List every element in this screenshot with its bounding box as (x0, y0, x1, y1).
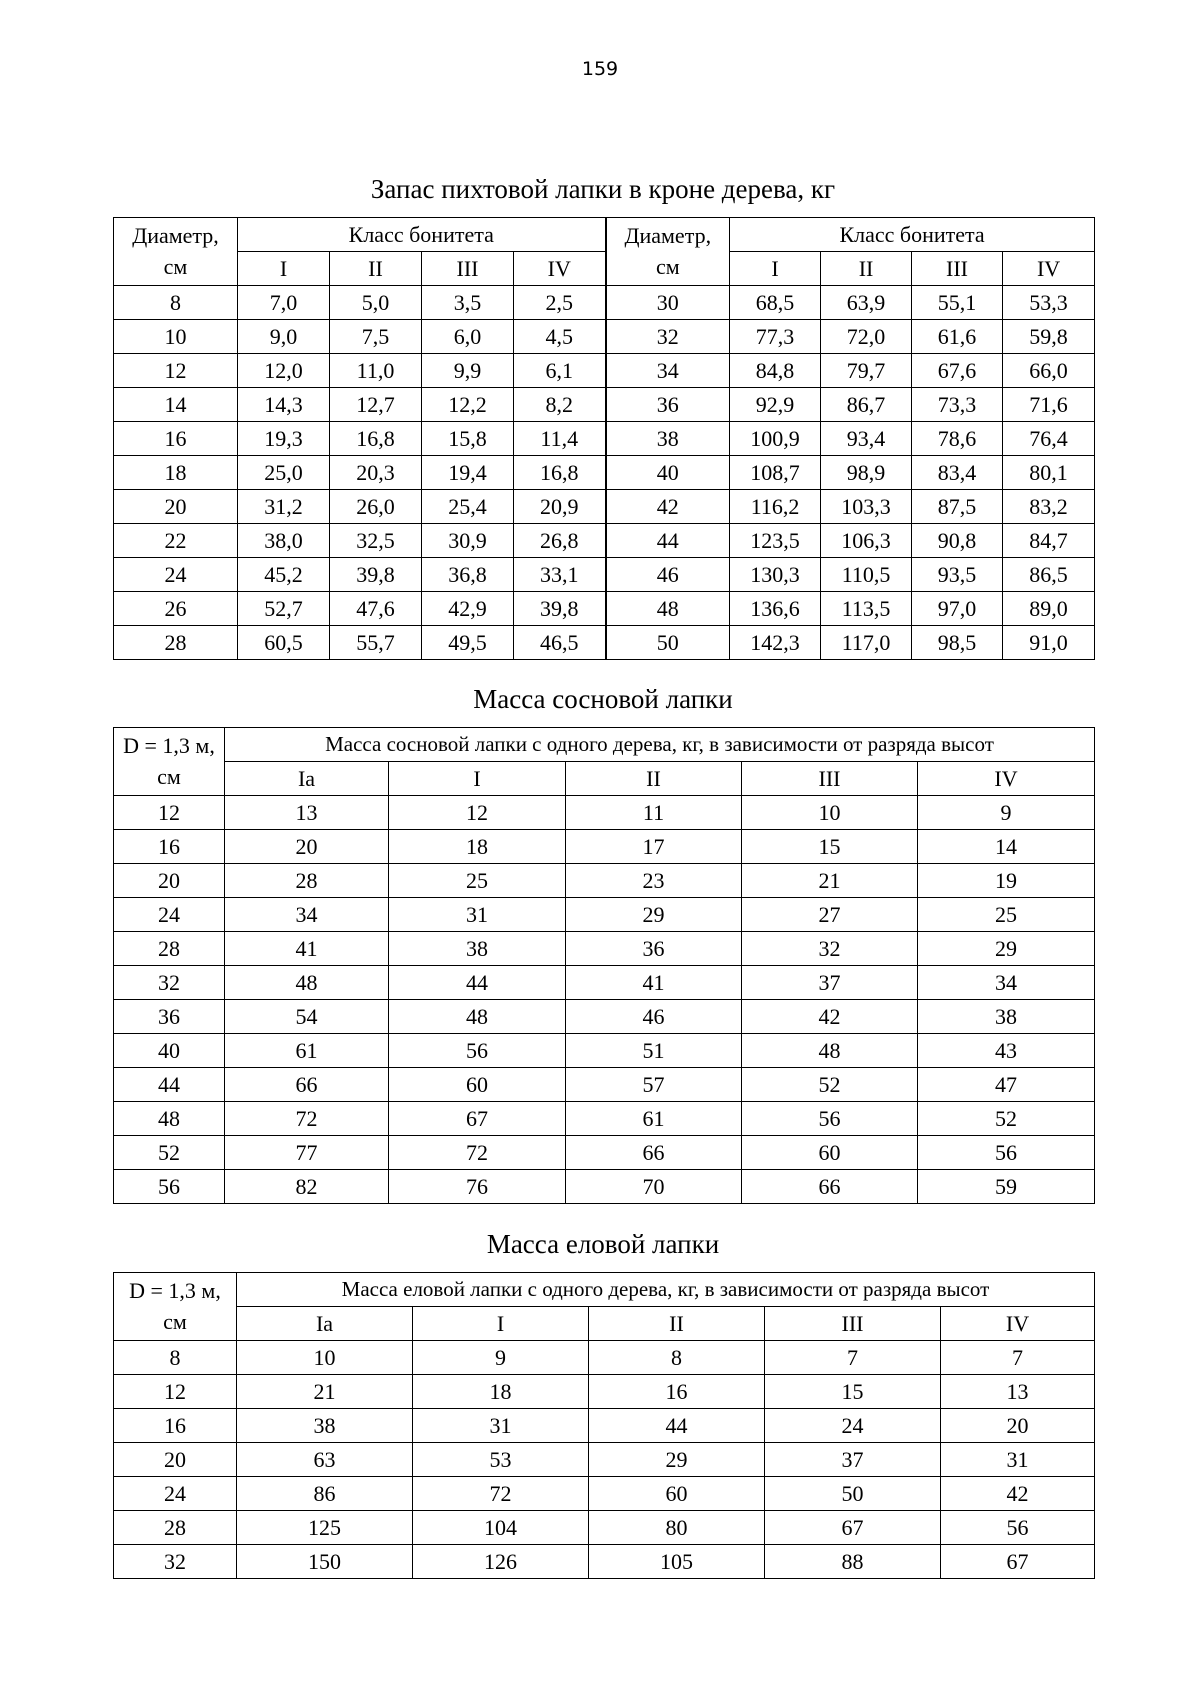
value-cell: 7 (765, 1341, 941, 1375)
diameter-cell: 16 (114, 1409, 237, 1443)
value-cell: 9,9 (422, 354, 514, 388)
value-cell: 53 (413, 1443, 589, 1477)
value-cell: 60 (742, 1136, 918, 1170)
value-cell: 125 (237, 1511, 413, 1545)
value-cell: 18 (413, 1375, 589, 1409)
spruce-class-col: I (413, 1307, 589, 1341)
value-cell: 91,0 (1003, 626, 1095, 660)
value-cell: 26,8 (514, 524, 606, 558)
value-cell: 67 (941, 1545, 1095, 1579)
fir-class-col: III (422, 252, 514, 286)
value-cell: 8,2 (514, 388, 606, 422)
diameter-cell: 36 (114, 1000, 225, 1034)
value-cell: 12,0 (238, 354, 330, 388)
table-row (114, 320, 1095, 354)
table-row (114, 592, 1095, 626)
diameter-cell: 32 (114, 966, 225, 1000)
value-cell: 79,7 (821, 354, 912, 388)
value-cell: 98,5 (912, 626, 1003, 660)
diameter-cell: 48 (114, 1102, 225, 1136)
value-cell: 25,0 (238, 456, 330, 490)
fir-diameter-header (114, 218, 238, 286)
value-cell: 9 (413, 1341, 589, 1375)
diameter-cell: 36 (606, 388, 730, 422)
diameter-cell: 44 (606, 524, 730, 558)
value-cell: 27 (742, 898, 918, 932)
value-cell: 38 (918, 1000, 1095, 1034)
fir-class-col-2: II (821, 252, 912, 286)
value-cell: 9 (918, 796, 1095, 830)
value-cell: 30,9 (422, 524, 514, 558)
value-cell: 67 (389, 1102, 566, 1136)
value-cell: 150 (237, 1545, 413, 1579)
diameter-cell: 22 (114, 524, 238, 558)
pine-class-col: III (742, 762, 918, 796)
value-cell: 28 (225, 864, 389, 898)
value-cell: 44 (589, 1409, 765, 1443)
value-cell: 21 (237, 1375, 413, 1409)
diameter-cell: 42 (606, 490, 730, 524)
value-cell: 5,0 (330, 286, 422, 320)
table-row (114, 864, 1095, 898)
value-cell: 66 (566, 1136, 742, 1170)
value-cell: 16,8 (330, 422, 422, 456)
value-cell: 4,5 (514, 320, 606, 354)
table-row (114, 1000, 1095, 1034)
diameter-cell: 16 (114, 422, 238, 456)
value-cell: 70 (566, 1170, 742, 1204)
value-cell: 15,8 (422, 422, 514, 456)
value-cell: 54 (225, 1000, 389, 1034)
value-cell: 47 (918, 1068, 1095, 1102)
value-cell: 32 (742, 932, 918, 966)
spruce-class-col: IV (941, 1307, 1095, 1341)
fir-class-col: IV (514, 252, 606, 286)
value-cell: 60 (589, 1477, 765, 1511)
value-cell: 86,7 (821, 388, 912, 422)
value-cell: 20,3 (330, 456, 422, 490)
value-cell: 26,0 (330, 490, 422, 524)
value-cell: 84,8 (730, 354, 821, 388)
spruce-table (113, 1272, 1095, 1579)
value-cell: 68,5 (730, 286, 821, 320)
value-cell: 16,8 (514, 456, 606, 490)
table-row (114, 422, 1095, 456)
value-cell: 45,2 (238, 558, 330, 592)
value-cell: 76 (389, 1170, 566, 1204)
value-cell: 76,4 (1003, 422, 1095, 456)
value-cell: 110,5 (821, 558, 912, 592)
fir-table-title: Запас пихтовой лапки в кроне дерева, кг (370, 174, 836, 204)
value-cell: 52,7 (238, 592, 330, 626)
fir-class-col-2: I (730, 252, 821, 286)
value-cell: 52 (918, 1102, 1095, 1136)
value-cell: 10 (742, 796, 918, 830)
value-cell: 51 (566, 1034, 742, 1068)
table-row (114, 830, 1095, 864)
value-cell: 56 (918, 1136, 1095, 1170)
value-cell: 38 (237, 1409, 413, 1443)
pine-diameter-unit: см (157, 764, 181, 789)
value-cell: 92,9 (730, 388, 821, 422)
diameter-cell: 14 (114, 388, 238, 422)
diameter-cell: 48 (606, 592, 730, 626)
fir-diameter-label: Диаметр, (132, 223, 219, 248)
value-cell: 63,9 (821, 286, 912, 320)
diameter-cell: 44 (114, 1068, 225, 1102)
diameter-cell: 24 (114, 558, 238, 592)
value-cell: 66 (742, 1170, 918, 1204)
value-cell: 12,7 (330, 388, 422, 422)
value-cell: 36 (566, 932, 742, 966)
diameter-cell: 24 (114, 1477, 237, 1511)
diameter-cell: 12 (114, 796, 225, 830)
table-row (114, 388, 1095, 422)
value-cell: 56 (742, 1102, 918, 1136)
value-cell: 7 (941, 1341, 1095, 1375)
value-cell: 29 (589, 1443, 765, 1477)
pine-diameter-label: D = 1,3 м, (123, 733, 215, 758)
value-cell: 59 (918, 1170, 1095, 1204)
value-cell: 16 (589, 1375, 765, 1409)
value-cell: 20 (941, 1409, 1095, 1443)
value-cell: 123,5 (730, 524, 821, 558)
value-cell: 25 (918, 898, 1095, 932)
value-cell: 48 (742, 1034, 918, 1068)
value-cell: 86,5 (1003, 558, 1095, 592)
value-cell: 11 (566, 796, 742, 830)
value-cell: 31 (389, 898, 566, 932)
table-row (114, 1341, 1095, 1375)
value-cell: 106,3 (821, 524, 912, 558)
value-cell: 13 (225, 796, 389, 830)
spruce-class-col: Ia (237, 1307, 413, 1341)
value-cell: 113,5 (821, 592, 912, 626)
value-cell: 50 (765, 1477, 941, 1511)
value-cell: 3,5 (422, 286, 514, 320)
diameter-cell: 20 (114, 490, 238, 524)
value-cell: 38,0 (238, 524, 330, 558)
value-cell: 15 (742, 830, 918, 864)
value-cell: 90,8 (912, 524, 1003, 558)
value-cell: 104 (413, 1511, 589, 1545)
diameter-cell: 8 (114, 1341, 237, 1375)
table-row (114, 286, 1095, 320)
diameter-cell: 12 (114, 1375, 237, 1409)
value-cell: 55,1 (912, 286, 1003, 320)
spruce-table-title: Масса еловой лапки (486, 1229, 720, 1259)
diameter-cell: 38 (606, 422, 730, 456)
value-cell: 71,6 (1003, 388, 1095, 422)
diameter-cell: 10 (114, 320, 238, 354)
value-cell: 88 (765, 1545, 941, 1579)
value-cell: 13 (941, 1375, 1095, 1409)
spruce-diameter-label: D = 1,3 м, (129, 1278, 221, 1303)
spruce-class-col: III (765, 1307, 941, 1341)
value-cell: 19,3 (238, 422, 330, 456)
value-cell: 23 (566, 864, 742, 898)
value-cell: 12,2 (422, 388, 514, 422)
value-cell: 136,6 (730, 592, 821, 626)
value-cell: 60,5 (238, 626, 330, 660)
value-cell: 46 (566, 1000, 742, 1034)
value-cell: 61 (225, 1034, 389, 1068)
value-cell: 77 (225, 1136, 389, 1170)
fir-class-col: I (238, 252, 330, 286)
value-cell: 55,7 (330, 626, 422, 660)
value-cell: 142,3 (730, 626, 821, 660)
pine-diameter-header (114, 728, 225, 796)
value-cell: 31,2 (238, 490, 330, 524)
value-cell: 31 (941, 1443, 1095, 1477)
value-cell: 73,3 (912, 388, 1003, 422)
value-cell: 17 (566, 830, 742, 864)
fir-diameter-unit: см (163, 254, 188, 279)
pine-class-col: IV (918, 762, 1095, 796)
pine-class-col: I (389, 762, 566, 796)
table-row (114, 1375, 1095, 1409)
fir-class-col-2: IV (1003, 252, 1095, 286)
table-row (114, 932, 1095, 966)
value-cell: 66,0 (1003, 354, 1095, 388)
diameter-cell: 20 (114, 1443, 237, 1477)
value-cell: 100,9 (730, 422, 821, 456)
value-cell: 53,3 (1003, 286, 1095, 320)
value-cell: 42,9 (422, 592, 514, 626)
diameter-cell: 34 (606, 354, 730, 388)
value-cell: 83,2 (1003, 490, 1095, 524)
value-cell: 72 (413, 1477, 589, 1511)
diameter-cell: 28 (114, 932, 225, 966)
diameter-cell: 40 (606, 456, 730, 490)
diameter-cell: 56 (114, 1170, 225, 1204)
value-cell: 39,8 (514, 592, 606, 626)
page-number: 159 (581, 58, 619, 80)
table-row (114, 1409, 1095, 1443)
value-cell: 29 (566, 898, 742, 932)
value-cell: 46,5 (514, 626, 606, 660)
value-cell: 32,5 (330, 524, 422, 558)
value-cell: 56 (941, 1511, 1095, 1545)
table-row (114, 354, 1095, 388)
value-cell: 61 (566, 1102, 742, 1136)
value-cell: 57 (566, 1068, 742, 1102)
pine-table (113, 727, 1095, 1204)
value-cell: 7,5 (330, 320, 422, 354)
diameter-cell: 12 (114, 354, 238, 388)
diameter-cell: 32 (114, 1545, 237, 1579)
value-cell: 10 (237, 1341, 413, 1375)
spruce-group-header: Масса еловой лапки с одного дерева, кг, в зависимости от разряда высот (237, 1273, 1095, 1307)
value-cell: 80,1 (1003, 456, 1095, 490)
table-row (114, 1102, 1095, 1136)
diameter-cell: 32 (606, 320, 730, 354)
value-cell: 14 (918, 830, 1095, 864)
fir-class-header: Класс бонитета (238, 218, 606, 252)
value-cell: 11,4 (514, 422, 606, 456)
value-cell: 67,6 (912, 354, 1003, 388)
diameter-cell: 24 (114, 898, 225, 932)
value-cell: 8 (589, 1341, 765, 1375)
value-cell: 14,3 (238, 388, 330, 422)
table-row (114, 558, 1095, 592)
value-cell: 42 (742, 1000, 918, 1034)
value-cell: 15 (765, 1375, 941, 1409)
value-cell: 41 (225, 932, 389, 966)
value-cell: 67 (765, 1511, 941, 1545)
value-cell: 61,6 (912, 320, 1003, 354)
pine-class-col: II (566, 762, 742, 796)
value-cell: 130,3 (730, 558, 821, 592)
value-cell: 103,3 (821, 490, 912, 524)
value-cell: 59,8 (1003, 320, 1095, 354)
spruce-diameter-header (114, 1273, 237, 1341)
value-cell: 77,3 (730, 320, 821, 354)
diameter-cell: 20 (114, 864, 225, 898)
value-cell: 66 (225, 1068, 389, 1102)
value-cell: 9,0 (238, 320, 330, 354)
value-cell: 44 (389, 966, 566, 1000)
value-cell: 21 (742, 864, 918, 898)
value-cell: 89,0 (1003, 592, 1095, 626)
value-cell: 93,4 (821, 422, 912, 456)
value-cell: 20,9 (514, 490, 606, 524)
pine-class-col: Ia (225, 762, 389, 796)
value-cell: 42 (941, 1477, 1095, 1511)
value-cell: 84,7 (1003, 524, 1095, 558)
value-cell: 25 (389, 864, 566, 898)
table-row (114, 796, 1095, 830)
fir-class-col: II (330, 252, 422, 286)
value-cell: 7,0 (238, 286, 330, 320)
value-cell: 63 (237, 1443, 413, 1477)
spruce-diameter-unit: см (163, 1309, 187, 1334)
table-row (114, 626, 1095, 660)
table-row (114, 1136, 1095, 1170)
value-cell: 11,0 (330, 354, 422, 388)
value-cell: 41 (566, 966, 742, 1000)
table-row (114, 524, 1095, 558)
value-cell: 43 (918, 1034, 1095, 1068)
diameter-cell: 16 (114, 830, 225, 864)
value-cell: 93,5 (912, 558, 1003, 592)
diameter-cell: 50 (606, 626, 730, 660)
pine-table-title: Масса сосновой лапки (473, 684, 733, 714)
value-cell: 48 (389, 1000, 566, 1034)
value-cell: 29 (918, 932, 1095, 966)
value-cell: 19 (918, 864, 1095, 898)
table-row (114, 1545, 1095, 1579)
value-cell: 80 (589, 1511, 765, 1545)
value-cell: 108,7 (730, 456, 821, 490)
diameter-cell: 18 (114, 456, 238, 490)
value-cell: 6,0 (422, 320, 514, 354)
value-cell: 34 (918, 966, 1095, 1000)
value-cell: 78,6 (912, 422, 1003, 456)
value-cell: 18 (389, 830, 566, 864)
fir-class-header-2: Класс бонитета (730, 218, 1095, 252)
value-cell: 6,1 (514, 354, 606, 388)
table-row (114, 1443, 1095, 1477)
value-cell: 37 (765, 1443, 941, 1477)
value-cell: 12 (389, 796, 566, 830)
diameter-cell: 30 (606, 286, 730, 320)
value-cell: 39,8 (330, 558, 422, 592)
table-row (114, 898, 1095, 932)
value-cell: 116,2 (730, 490, 821, 524)
value-cell: 34 (225, 898, 389, 932)
fir-diameter-unit-2: см (655, 254, 680, 279)
value-cell: 82 (225, 1170, 389, 1204)
value-cell: 31 (413, 1409, 589, 1443)
value-cell: 2,5 (514, 286, 606, 320)
fir-diameter-header-2 (606, 218, 730, 286)
diameter-cell: 28 (114, 1511, 237, 1545)
diameter-cell: 52 (114, 1136, 225, 1170)
table-row (114, 1034, 1095, 1068)
diameter-cell: 8 (114, 286, 238, 320)
value-cell: 60 (389, 1068, 566, 1102)
diameter-cell: 46 (606, 558, 730, 592)
value-cell: 49,5 (422, 626, 514, 660)
pine-group-header: Масса сосновой лапки с одного дерева, кг, в зависимости от разряда высот (225, 728, 1095, 762)
value-cell: 52 (742, 1068, 918, 1102)
value-cell: 72 (225, 1102, 389, 1136)
value-cell: 25,4 (422, 490, 514, 524)
value-cell: 98,9 (821, 456, 912, 490)
value-cell: 126 (413, 1545, 589, 1579)
table-row (114, 1170, 1095, 1204)
value-cell: 20 (225, 830, 389, 864)
value-cell: 72 (389, 1136, 566, 1170)
value-cell: 33,1 (514, 558, 606, 592)
fir-class-col-2: III (912, 252, 1003, 286)
value-cell: 48 (225, 966, 389, 1000)
value-cell: 86 (237, 1477, 413, 1511)
value-cell: 36,8 (422, 558, 514, 592)
table-row (114, 1477, 1095, 1511)
diameter-cell: 28 (114, 626, 238, 660)
diameter-cell: 40 (114, 1034, 225, 1068)
value-cell: 97,0 (912, 592, 1003, 626)
table-row (114, 456, 1095, 490)
table-row (114, 490, 1095, 524)
table-row (114, 1511, 1095, 1545)
value-cell: 72,0 (821, 320, 912, 354)
value-cell: 47,6 (330, 592, 422, 626)
value-cell: 56 (389, 1034, 566, 1068)
value-cell: 19,4 (422, 456, 514, 490)
diameter-cell: 26 (114, 592, 238, 626)
value-cell: 87,5 (912, 490, 1003, 524)
value-cell: 38 (389, 932, 566, 966)
fir-table (113, 217, 1095, 660)
value-cell: 83,4 (912, 456, 1003, 490)
value-cell: 117,0 (821, 626, 912, 660)
table-row (114, 1068, 1095, 1102)
value-cell: 24 (765, 1409, 941, 1443)
spruce-class-col: II (589, 1307, 765, 1341)
value-cell: 37 (742, 966, 918, 1000)
fir-diameter-label-2: Диаметр, (624, 223, 712, 248)
table-row (114, 966, 1095, 1000)
value-cell: 105 (589, 1545, 765, 1579)
